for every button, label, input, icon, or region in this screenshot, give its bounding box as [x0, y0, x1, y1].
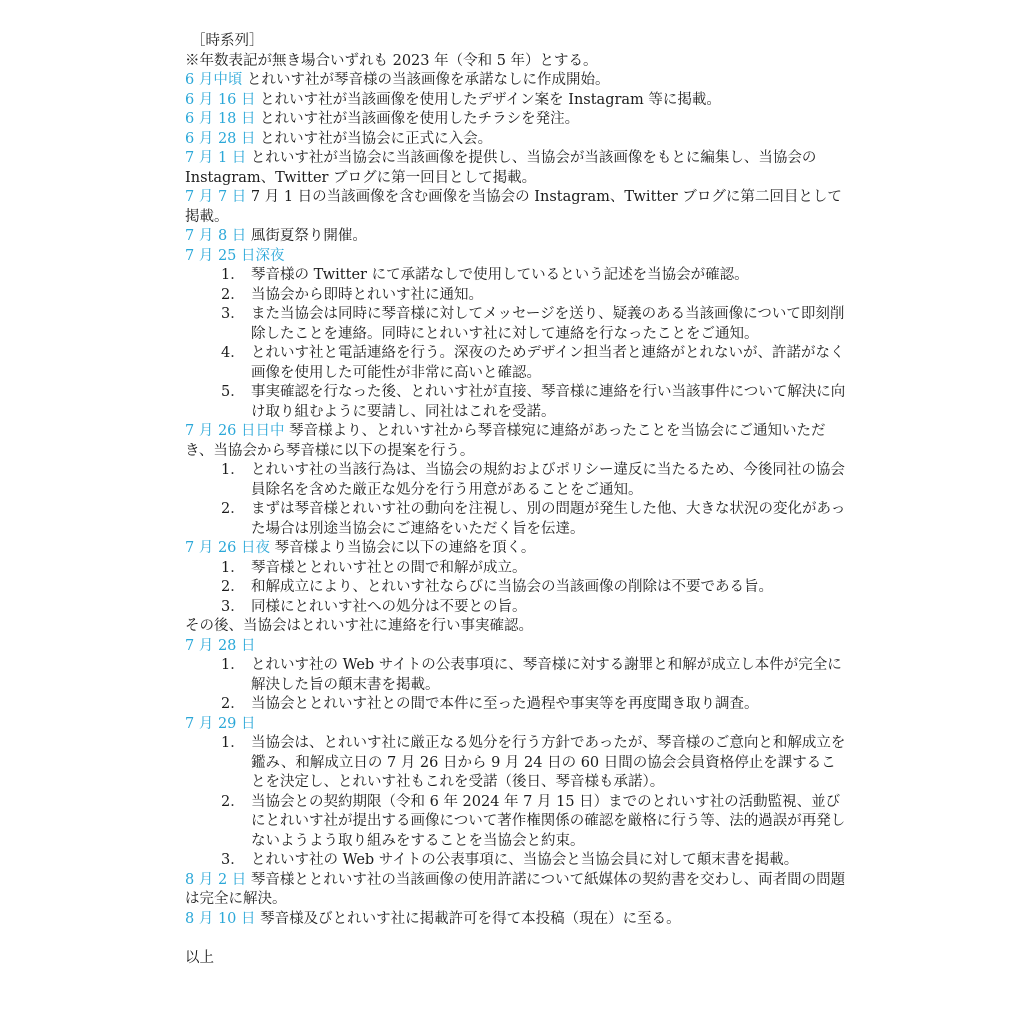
item-number: 4． — [221, 345, 245, 361]
item-text: 琴音様ととれいす社との間で和解が成立。 — [251, 559, 527, 576]
timeline-entry — [185, 715, 850, 735]
entry-text: とれいす社が当協会に当該画像を提供し、当協会が当該画像をもとに編集し、当協会の Instagram、Twitter ブログに第一回目として掲載。 — [185, 150, 817, 186]
entry-date: 7 月 26 日日中 — [185, 423, 285, 439]
item-text: また当協会は同時に琴音様に対してメッセージを送り、疑義のある当該画像について即刻削除したことを連絡。同時にとれいす社に対して連絡を行なったことをご通知。 — [251, 306, 845, 342]
timeline-entry — [185, 110, 850, 130]
timeline-entry — [185, 71, 850, 91]
entry-list-item — [185, 305, 850, 344]
item-number: 2． — [221, 696, 245, 712]
year-note: ※年数表記が無き場合いずれも 2023 年（令和 5 年）とする。 — [185, 52, 598, 69]
entry-date: 7 月 28 日 — [185, 637, 256, 654]
item-number: 1． — [221, 267, 245, 283]
entry-list-item — [185, 578, 850, 598]
entry-text: とれいす社が当協会に正式に入会。 — [255, 130, 493, 147]
timeline-entry — [185, 247, 850, 267]
entry-list-item — [185, 734, 850, 793]
item-number: 3． — [221, 852, 245, 868]
entry-date: 7 月 25 日深夜 — [185, 247, 285, 264]
item-text: 当協会との契約期限（令和 6 年 2024 年 7 月 15 日）までのとれいす社の活動監視、並びにとれいす社が提出する画像について著作権関係の確認を厳格に行う等、法的過誤が再発しないようよう取り組みをすることを当協会と約束。 — [251, 793, 846, 849]
timeline-entries — [185, 71, 850, 929]
item-text: とれいす社の当該行為は、当協会の規約およびポリシー違反に当たるため、今後同社の協会員除名を含めた厳正な処分を行う用意があることをご通知。 — [251, 462, 845, 498]
closing-text: 以上 — [185, 949, 214, 966]
item-number: 5． — [221, 384, 245, 400]
entry-list-item — [185, 695, 850, 715]
item-text: 当協会ととれいす社との間で本件に至った過程や事実等を再度聞き取り調査。 — [251, 696, 759, 712]
entry-text: 7 月 1 日の当該画像を含む画像を当協会の Instagram、Twitter ブログに第二回目として掲載。 — [185, 189, 842, 225]
item-text: 同様にとれいす社への処分は不要との旨。 — [251, 598, 527, 615]
timeline-entry — [185, 910, 850, 930]
item-number: 1． — [221, 559, 245, 576]
item-number: 3． — [221, 598, 245, 615]
item-text: とれいす社と電話連絡を行う。深夜のためデザイン担当者と連絡がとれないが、許諾がなく画像を使用した可能性が非常に高いと確認。 — [251, 345, 845, 381]
entry-list-item — [185, 851, 850, 871]
timeline-entry — [185, 188, 850, 227]
entry-list-item — [185, 286, 850, 306]
item-number: 3． — [221, 306, 245, 322]
item-number: 2． — [221, 286, 245, 303]
entry-text: とれいす社が琴音様の当該画像を承諾なしに作成開始。 — [242, 72, 610, 88]
item-text: まずは琴音様とれいす社の動向を注視し、別の問題が発生した他、大きな状況の変化があった場合は別途当協会にご連絡をいただく旨を伝達。 — [251, 501, 846, 537]
entry-list-item — [185, 793, 850, 852]
entry-date: 7 月 1 日 — [185, 150, 247, 166]
item-text: とれいす社の Web サイトの公表事項に、琴音様に対する謝罪と和解が成立し本件が完全に解決した旨の顛末書を掲載。 — [251, 657, 842, 693]
timeline-entry — [185, 539, 850, 559]
entry-date: 6 月 28 日 — [185, 130, 256, 147]
timeline-entry — [185, 227, 850, 247]
item-text: 和解成立により、とれいす社ならびに当協会の当該画像の削除は不要である旨。 — [251, 579, 773, 595]
entry-list-item — [185, 461, 850, 500]
entry-date: 7 月 7 日 — [185, 189, 247, 205]
item-text: 当協会から即時とれいす社に通知。 — [251, 286, 483, 303]
timeline-entry — [185, 637, 850, 657]
entry-text: 琴音様より当協会に以下の連絡を頂く。 — [270, 540, 536, 556]
entry-text: 琴音様及びとれいす社に掲載許可を得て本投稿（現在）に至る。 — [255, 910, 681, 927]
timeline-entry — [185, 871, 850, 910]
item-number: 1． — [221, 735, 245, 751]
entry-date: 6 月 16 日 — [185, 91, 256, 108]
item-number: 2． — [221, 501, 245, 517]
item-number: 2． — [221, 793, 245, 810]
item-text: 事実確認を行なった後、とれいす社が直接、琴音様に連絡を行い当該事件について解決に向け取り組むように要請し、同社はこれを受諾。 — [251, 384, 846, 420]
entry-date: 6 月 18 日 — [185, 111, 256, 127]
entry-list-item — [185, 344, 850, 383]
entry-date: 8 月 2 日 — [185, 871, 247, 888]
timeline-entry — [185, 91, 850, 111]
entry-list-item — [185, 500, 850, 539]
entry-text: 風街夏祭り開催。 — [246, 228, 367, 244]
entry-date: 7 月 8 日 — [185, 228, 247, 244]
item-text: とれいす社の Web サイトの公表事項に、当協会と当協会員に対して顛末書を掲載。 — [251, 852, 799, 868]
entry-followup-text: その後、当協会はとれいす社に連絡を行い事実確認。 — [185, 618, 533, 634]
timeline-entry — [185, 130, 850, 150]
item-number: 1． — [221, 657, 245, 673]
entry-date: 7 月 26 日夜 — [185, 540, 271, 556]
entry-text: とれいす社が当該画像を使用したチラシを発注。 — [255, 111, 580, 127]
timeline-entry — [185, 422, 850, 461]
entry-text: 琴音様より、とれいす社から琴音様宛に連絡があったことを当協会にご通知いただき、当協会から琴音様に以下の提案を行う。 — [185, 423, 826, 459]
entry-date: 8 月 10 日 — [185, 910, 256, 927]
entry-list-item — [185, 383, 850, 422]
timeline-document — [185, 32, 850, 968]
entry-text: とれいす社が当該画像を使用したデザイン案を Instagram 等に掲載。 — [255, 91, 721, 108]
timeline-entry — [185, 149, 850, 188]
entry-date: 7 月 29 日 — [185, 715, 256, 732]
item-text: 当協会は、とれいす社に厳正なる処分を行う方針であったが、琴音様のご意向と和解成立を鑑み、和解成立日の 7 月 26 日から 9 月 24 日の 60 日間の協会会員資格停止を課することを決定し、とれいす社もこれを受諾（後日、琴音様も承諾）。 — [251, 735, 846, 790]
entry-list-item — [185, 266, 850, 286]
entry-list-item — [185, 656, 850, 695]
item-number: 2． — [221, 579, 245, 595]
entry-date: 6 月中頃 — [185, 72, 243, 88]
section-header: ［時系列］ — [191, 33, 264, 49]
item-number: 1． — [221, 462, 245, 478]
spacer — [185, 929, 850, 949]
entry-text: 琴音様ととれいす社の当該画像の使用許諾について紙媒体の契約書を交わし、両者間の問題は完全に解決。 — [185, 871, 846, 907]
entry-list-item — [185, 598, 850, 618]
entry-list-item — [185, 559, 850, 579]
item-text: 琴音様の Twitter にて承諾なしで使用しているという記述を当協会が確認。 — [251, 267, 749, 283]
